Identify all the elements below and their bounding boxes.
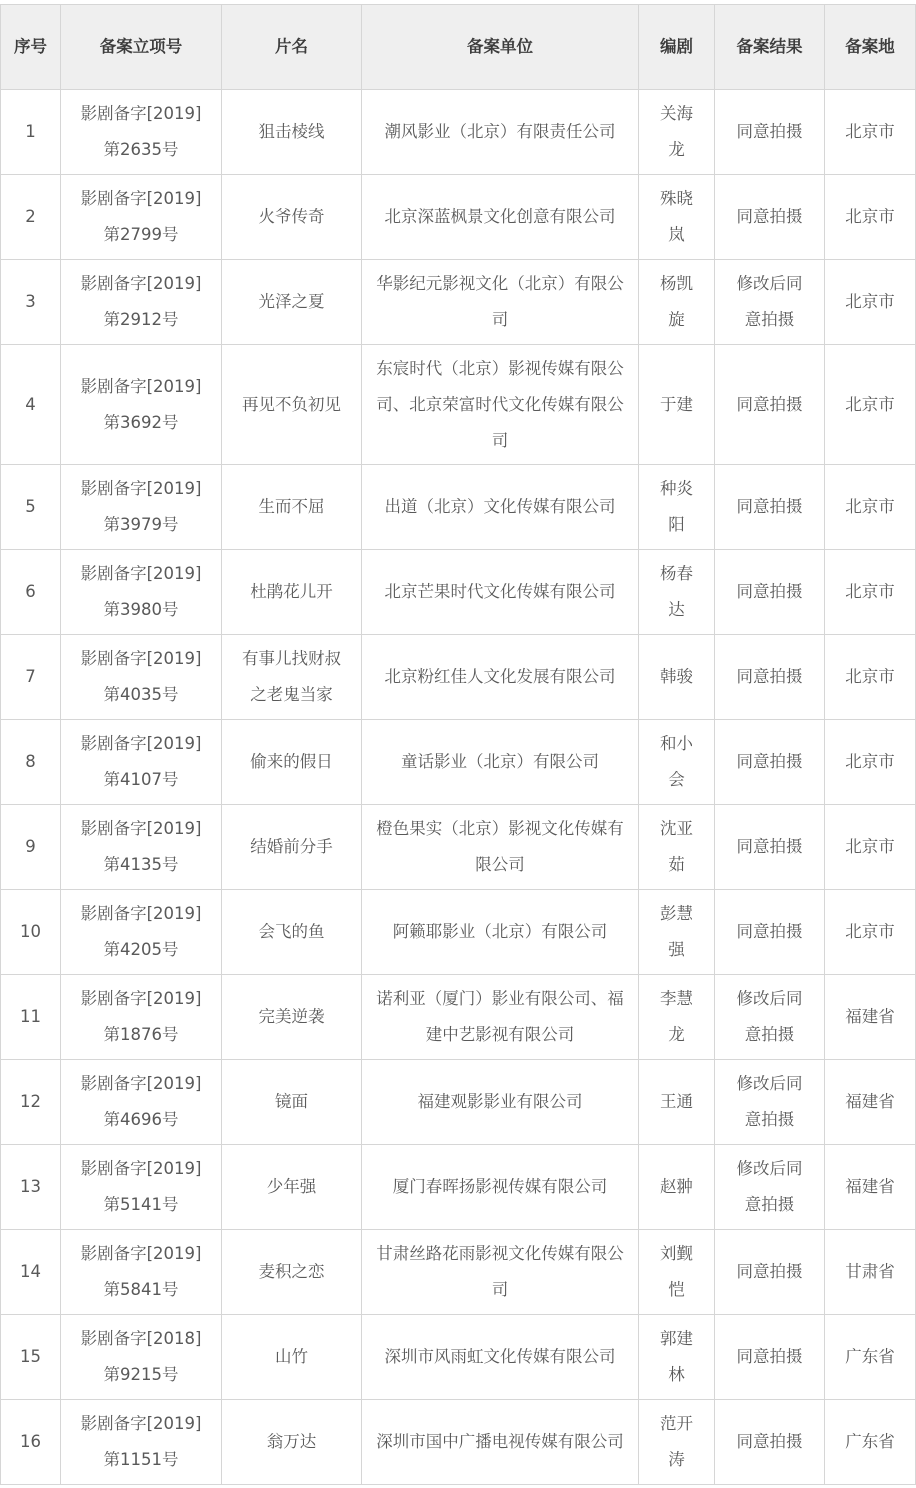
cell-filing-number: 影剧备字[2019]第5841号 [61,1230,222,1315]
filing-table [0,4,916,1485]
cell-filing-number: 影剧备字[2019]第5141号 [61,1145,222,1230]
cell-filing-unit: 阿籁耶影业（北京）有限公司 [362,890,639,975]
cell-location: 福建省 [825,1060,916,1145]
cell-result: 同意拍摄 [715,890,825,975]
cell-writer: 杨凯旋 [639,260,715,345]
cell-filing-number: 影剧备字[2018]第9215号 [61,1315,222,1400]
cell-result: 同意拍摄 [715,550,825,635]
cell-index: 13 [1,1145,61,1230]
cell-index: 7 [1,635,61,720]
table-row [1,345,916,465]
cell-location: 北京市 [825,90,916,175]
cell-result: 同意拍摄 [715,635,825,720]
cell-writer: 杨春达 [639,550,715,635]
header-index: 序号 [1,5,61,90]
cell-writer: 和小会 [639,720,715,805]
cell-filing-unit: 华影纪元影视文化（北京）有限公司 [362,260,639,345]
cell-result: 同意拍摄 [715,175,825,260]
cell-filing-number: 影剧备字[2019]第2635号 [61,90,222,175]
cell-filing-number: 影剧备字[2019]第3692号 [61,345,222,465]
cell-index: 8 [1,720,61,805]
cell-index: 10 [1,890,61,975]
cell-filing-number: 影剧备字[2019]第2912号 [61,260,222,345]
cell-index: 5 [1,465,61,550]
cell-filing-unit: 甘肃丝路花雨影视文化传媒有限公司 [362,1230,639,1315]
cell-location: 北京市 [825,890,916,975]
cell-filing-number: 影剧备字[2019]第2799号 [61,175,222,260]
cell-filing-unit: 北京芒果时代文化传媒有限公司 [362,550,639,635]
cell-writer: 韩骏 [639,635,715,720]
header-title: 片名 [222,5,362,90]
table-row [1,720,916,805]
cell-filing-unit: 潮风影业（北京）有限责任公司 [362,90,639,175]
cell-result: 同意拍摄 [715,465,825,550]
cell-writer: 沈亚茹 [639,805,715,890]
table-row [1,805,916,890]
cell-result: 修改后同意拍摄 [715,260,825,345]
table-body [1,90,916,1485]
cell-title: 杜鹃花儿开 [222,550,362,635]
cell-title: 火爷传奇 [222,175,362,260]
cell-filing-number: 影剧备字[2019]第4107号 [61,720,222,805]
table-row [1,1060,916,1145]
cell-title: 偷来的假日 [222,720,362,805]
table-row [1,90,916,175]
table-row [1,175,916,260]
cell-index: 4 [1,345,61,465]
cell-writer: 李慧龙 [639,975,715,1060]
cell-result: 同意拍摄 [715,345,825,465]
cell-index: 15 [1,1315,61,1400]
header-location: 备案地 [825,5,916,90]
cell-filing-unit: 深圳市风雨虹文化传媒有限公司 [362,1315,639,1400]
cell-filing-unit: 福建观影影业有限公司 [362,1060,639,1145]
cell-filing-number: 影剧备字[2019]第1876号 [61,975,222,1060]
table-row [1,1400,916,1485]
cell-index: 9 [1,805,61,890]
cell-title: 山竹 [222,1315,362,1400]
cell-title: 完美逆袭 [222,975,362,1060]
cell-result: 同意拍摄 [715,1230,825,1315]
table-row [1,1145,916,1230]
cell-filing-unit: 北京粉红佳人文化发展有限公司 [362,635,639,720]
cell-filing-unit: 橙色果实（北京）影视文化传媒有限公司 [362,805,639,890]
cell-location: 北京市 [825,465,916,550]
cell-result: 同意拍摄 [715,1400,825,1485]
cell-location: 福建省 [825,975,916,1060]
cell-title: 光泽之夏 [222,260,362,345]
cell-writer: 殊晓岚 [639,175,715,260]
cell-result: 同意拍摄 [715,805,825,890]
table-row [1,465,916,550]
cell-writer: 种炎阳 [639,465,715,550]
cell-location: 北京市 [825,550,916,635]
cell-writer: 刘觐恺 [639,1230,715,1315]
cell-title: 狙击棱线 [222,90,362,175]
cell-location: 北京市 [825,345,916,465]
table-header [1,5,916,90]
table-row [1,550,916,635]
header-writer: 编剧 [639,5,715,90]
cell-title: 结婚前分手 [222,805,362,890]
table-row [1,260,916,345]
cell-title: 生而不屈 [222,465,362,550]
table-row [1,1230,916,1315]
cell-filing-unit: 诺利亚（厦门）影业有限公司、福建中艺影视有限公司 [362,975,639,1060]
cell-filing-number: 影剧备字[2019]第4696号 [61,1060,222,1145]
cell-index: 1 [1,90,61,175]
cell-location: 北京市 [825,720,916,805]
cell-location: 北京市 [825,805,916,890]
cell-location: 广东省 [825,1400,916,1485]
cell-writer: 彭慧强 [639,890,715,975]
cell-index: 14 [1,1230,61,1315]
cell-filing-number: 影剧备字[2019]第4135号 [61,805,222,890]
table-row [1,890,916,975]
cell-filing-number: 影剧备字[2019]第3979号 [61,465,222,550]
cell-filing-unit: 东宸时代（北京）影视传媒有限公司、北京荣富时代文化传媒有限公司 [362,345,639,465]
cell-filing-number: 影剧备字[2019]第4205号 [61,890,222,975]
cell-index: 12 [1,1060,61,1145]
cell-index: 16 [1,1400,61,1485]
header-row [1,5,916,90]
cell-filing-number: 影剧备字[2019]第1151号 [61,1400,222,1485]
cell-filing-number: 影剧备字[2019]第3980号 [61,550,222,635]
cell-title: 少年强 [222,1145,362,1230]
cell-location: 北京市 [825,175,916,260]
cell-filing-unit: 北京深蓝枫景文化创意有限公司 [362,175,639,260]
table-row [1,975,916,1060]
table-row [1,1315,916,1400]
cell-filing-unit: 深圳市国中广播电视传媒有限公司 [362,1400,639,1485]
cell-filing-unit: 出道（北京）文化传媒有限公司 [362,465,639,550]
header-filing-unit: 备案单位 [362,5,639,90]
cell-writer: 范开涛 [639,1400,715,1485]
cell-title: 有事儿找财叔之老鬼当家 [222,635,362,720]
cell-result: 修改后同意拍摄 [715,1145,825,1230]
cell-result: 修改后同意拍摄 [715,975,825,1060]
cell-index: 2 [1,175,61,260]
cell-index: 11 [1,975,61,1060]
cell-filing-unit: 童话影业（北京）有限公司 [362,720,639,805]
cell-writer: 王通 [639,1060,715,1145]
cell-result: 修改后同意拍摄 [715,1060,825,1145]
header-filing-number: 备案立项号 [61,5,222,90]
cell-result: 同意拍摄 [715,90,825,175]
cell-result: 同意拍摄 [715,1315,825,1400]
cell-writer: 于建 [639,345,715,465]
cell-index: 6 [1,550,61,635]
cell-location: 北京市 [825,635,916,720]
cell-result: 同意拍摄 [715,720,825,805]
cell-title: 翁万达 [222,1400,362,1485]
cell-writer: 郭建林 [639,1315,715,1400]
cell-index: 3 [1,260,61,345]
cell-filing-unit: 厦门春晖扬影视传媒有限公司 [362,1145,639,1230]
cell-location: 甘肃省 [825,1230,916,1315]
cell-location: 福建省 [825,1145,916,1230]
cell-writer: 关海龙 [639,90,715,175]
cell-title: 麦积之恋 [222,1230,362,1315]
cell-writer: 赵翀 [639,1145,715,1230]
header-result: 备案结果 [715,5,825,90]
cell-location: 广东省 [825,1315,916,1400]
cell-title: 会飞的鱼 [222,890,362,975]
cell-title: 镜面 [222,1060,362,1145]
cell-location: 北京市 [825,260,916,345]
table-row [1,635,916,720]
cell-title: 再见不负初见 [222,345,362,465]
cell-filing-number: 影剧备字[2019]第4035号 [61,635,222,720]
